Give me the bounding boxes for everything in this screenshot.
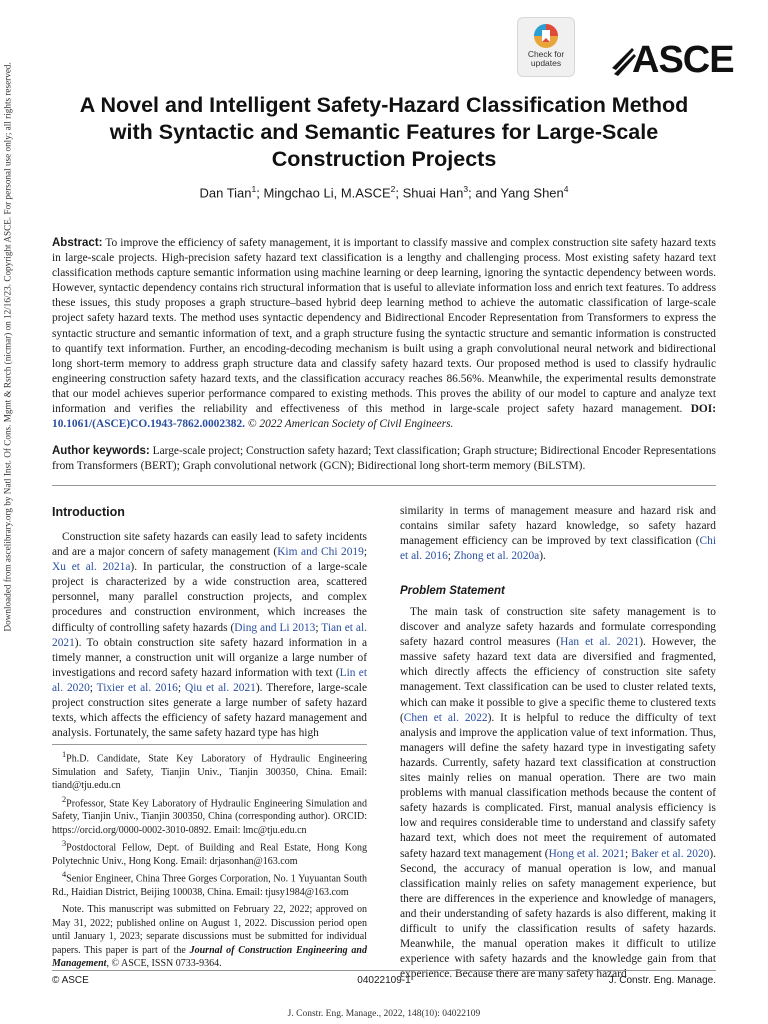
paragraph-text: ). To obtain construction site safety hazard information in a timely manner, a construction unit will organize a large number of investigations and record safety hazard information with text ( [52, 636, 367, 679]
keywords-text: Large-scale project; Construction safety hazard; Text classification; Graph structure; Bidirectional Encoder Representations from Transformers (BERT); Graph convolutional network (GCN); Bidirectional long short-term memory (BiLSTM). [52, 445, 716, 473]
footer-copyright: © ASCE [52, 975, 89, 986]
citation-link[interactable]: Tian et al. 2021 [52, 621, 367, 649]
problem-statement-paragraph [400, 605, 716, 982]
introduction-paragraph-continued [400, 504, 716, 564]
paragraph-text: ; [315, 621, 322, 634]
introduction-paragraph [52, 530, 367, 741]
citation-link[interactable]: Han et al. 2021 [560, 636, 640, 649]
abstract-text: To improve the efficiency of safety management, it is important to classify massive and complex construction site safety hazard texts in large-scale projects. High-precision safety hazard text classification is a lengthy and challenging process. Most existing safety hazard text classification methods capture semantic information using machine learning or deep learning, ignoring the syntactic dependency between words. However, syntactic dependency contains rich structural information that is useful to alleviate information loss and enrich text features. To address these issues, this study proposes a graph structure–based hybrid deep learning method to achieve the automatic classification of large-scale project safety hazard texts. The method uses syntactic dependency and Bidirectional Encoder Representation from Transformers to express the syntactic structure and semantic information of text, and a graph structure fusing the syntactic structure and semantic information is constructed to quantify text information. Further, an encoding-decoding mechanism is built using a graph convolutional neural network and bidirectional long short-term memory to address graph structure data and classify safety hazard texts. Our proposed method is used to classify hydraulic engineering construction safety hazard texts, and the classification accuracy reaches 86.56%. Meanwhile, the experimental results demonstrate that our model achieves superior performance compared to existing methods. This proves the ability of our model to capture and analyze text information and verifies the reliability and effectiveness of this method in large-scale project safety hazard management. [52, 237, 716, 416]
footnotes [52, 748, 367, 970]
footnote-text: Professor, State Key Laboratory of Hydraulic Engineering Simulation and Safety, Tianjin Univ., Tianjin 300350, China (corresponding author). ORCID: https://orcid.org/0000-0002-3010-0892. Email: lmc@tju.edu.cn [52, 797, 367, 836]
doi-link[interactable]: 10.1061/(ASCE)CO.1943-7862.0002382. [52, 418, 246, 431]
author-list [60, 184, 708, 200]
journal-citation: J. Constr. Eng. Manage., 2022, 148(10): 04022109 [287, 1009, 481, 1019]
citation-link[interactable]: Chen et al. 2022 [403, 711, 488, 724]
footnote [52, 748, 367, 793]
citation-link[interactable]: Zhong et al. 2020a [453, 550, 540, 563]
citation-link[interactable]: Kim and Chi 2019 [277, 546, 364, 559]
paragraph-text: ; [89, 681, 97, 694]
abstract-label: Abstract: [52, 237, 103, 249]
paragraph-text: ). However, the massive safety hazard text data are diversified and fragmented, which directly affects the efficiency of construction site safety management. Text classification can be used to cluster related texts, which can make it possible to give a specific theme to clustered texts ( [400, 636, 717, 724]
problem-statement-heading: Problem Statement [400, 585, 505, 597]
footnote [52, 793, 367, 838]
note-text: Note. This manuscript was submitted on February 22, 2022; approved on May 31, 2022; published online on August 1, 2022. Discussion period open until January 1, 2023; separate discussions must be submitted for individual papers. This paper is part of the [52, 904, 367, 956]
check-updates-icon [533, 23, 559, 49]
footer-divider [52, 970, 716, 971]
footer-journal: J. Constr. Eng. Manage. [608, 975, 716, 986]
author-affiliation-marker: 3 [463, 184, 469, 194]
author-affiliation-marker: 4 [563, 184, 569, 194]
footnote-divider [52, 744, 367, 745]
author-affiliation-marker: 1 [251, 184, 257, 194]
asce-logo [612, 39, 734, 82]
author-keywords [52, 444, 716, 474]
citation-link[interactable]: Tixier et al. 2016 [96, 681, 178, 694]
author-separator: ; [395, 185, 403, 201]
citation-link[interactable]: Lin et al. 2020 [52, 666, 367, 694]
footer-page-id: 04022109-1 [357, 975, 411, 986]
note-tail: , © ASCE, ISSN 0733-9364. [106, 958, 222, 969]
author-affiliation-marker: 2 [390, 184, 396, 194]
check-updates-label: Check for updates [527, 49, 565, 68]
paragraph-text: ). Therefore, large-scale project construction sites generate a large number of safety hazard texts, which affects the efficiency of safety hazard management and analysis. Fortunately, the same safety hazard type has high [52, 681, 367, 740]
paragraph-text: ). It is helpful to reduce the difficulty of text analysis and improve the application value of text information. Thus, managers will define the safety hazard type in investigating safety hazards. Currently, safety hazard text classification at construction sites mainly relies on manual operation. There are two main problems with manual classification methods because the content of safety hazards is complicated. First, manual analysis efficiency is low and requires considerable time to understand and classify safety hazard text, which does not meet the requirement of automated safety hazard text management ( [400, 711, 716, 860]
footnote [52, 837, 367, 868]
paragraph-text: ). In particular, the construction of a large-scale project is characterized by a wide construction area, scattered personnel, many parallel construction projects, and complex procedures and construction environment, which increases the difficulty of controlling safety hazards ( [52, 561, 367, 634]
paper-title: A Novel and Intelligent Safety-Hazard Classification Method with Syntactic and Semantic Features for Large-Scale Construction Projects [79, 93, 689, 171]
paragraph-text: ; [624, 847, 632, 860]
introduction-heading: Introduction [52, 505, 125, 519]
citation-link[interactable]: Ding and Li 2013 [234, 621, 316, 634]
footnote-marker: 2 [62, 794, 67, 804]
note-journal: Journal of Construction Engineering and Management [52, 944, 367, 969]
manuscript-note [52, 903, 367, 970]
footnote-marker: 3 [62, 839, 67, 849]
author-name: Mingchao Li, M.ASCE [263, 185, 391, 201]
footnote-text: Ph.D. Candidate, State Key Laboratory of Hydraulic Engineering Simulation and Safety, Tianjin Univ., Tianjin 300350, China. Email: tiand@tju.edu.cn [52, 753, 367, 792]
abstract-divider [52, 485, 716, 486]
citation-link[interactable]: Qiu et al. 2021 [184, 681, 256, 694]
citation-link[interactable]: Hong et al. 2021 [548, 847, 625, 860]
asce-logo-text: ASCE [632, 39, 734, 81]
author-separator: ; and [468, 185, 501, 201]
citation-link[interactable]: Chi et al. 2016 [400, 535, 716, 563]
paragraph-text: ; [177, 681, 185, 694]
check-for-updates-badge[interactable] [517, 17, 575, 77]
abstract-copyright: © 2022 American Society of Civil Engineers. [247, 418, 454, 431]
citation-link[interactable]: Baker et al. 2020 [631, 847, 710, 860]
footnote-marker: 4 [62, 870, 67, 880]
abstract [52, 236, 716, 432]
author-name: Shuai Han [402, 185, 464, 201]
footnote [52, 868, 367, 899]
paragraph-text: ; [447, 550, 454, 563]
paragraph-text: ). Second, the accuracy of manual operation is low, and manual classification mainly relies on safety management experience, but there are differences in the experience and knowledge of managers, and their understanding of safety hazards is also different, making it difficult to unify the classification results of safety hazards. Meanwhile, the manual operation makes it difficult to utilize experience with safety hazards and the knowledge gain from that experience. Because there are many safety hazard [400, 847, 716, 981]
footnote-marker: 1 [62, 750, 67, 759]
paragraph-text: ). [539, 550, 546, 563]
footnote-text: Postdoctoral Fellow, Dept. of Building and Real Estate, Hong Kong Polytechnic Univ., Hong Kong. Email: drjasonhan@163.com [52, 842, 367, 867]
footnote-text: Senior Engineer, China Three Gorges Corporation, No. 1 Yuyuantan South Rd., Haidian District, Beijing 100038, China. Email: tjusy1984@163.com [52, 873, 367, 898]
paragraph-text: Construction site safety hazards can easily lead to safety incidents and are a major concern of safety management ( [52, 531, 367, 559]
author-separator: ; [256, 185, 264, 201]
download-notice: Downloaded from ascelibrary.org by Natl Inst. Of Cons. Mgmt & Rsrch (nicmar) on 12/16/23. Copyright ASCE. For personal use only; all rights reserved. [2, 62, 13, 632]
paragraph-text: similarity in terms of management measure and hazard risk and contains similar safety hazard knowledge, so safety hazard management efficiency can be improved by text classification ( [400, 505, 716, 548]
paragraph-text: ; [363, 546, 367, 559]
citation-link[interactable]: Xu et al. 2021a [52, 561, 131, 574]
author-name: Dan Tian [199, 185, 252, 201]
author-name: Yang Shen [500, 185, 564, 201]
doi-label: DOI: [690, 403, 716, 416]
paragraph-text: The main task of construction site safety management is to discover and analyze safety hazards and formulate corresponding safety hazard control measures ( [400, 606, 716, 649]
keywords-label: Author keywords: [52, 445, 150, 457]
